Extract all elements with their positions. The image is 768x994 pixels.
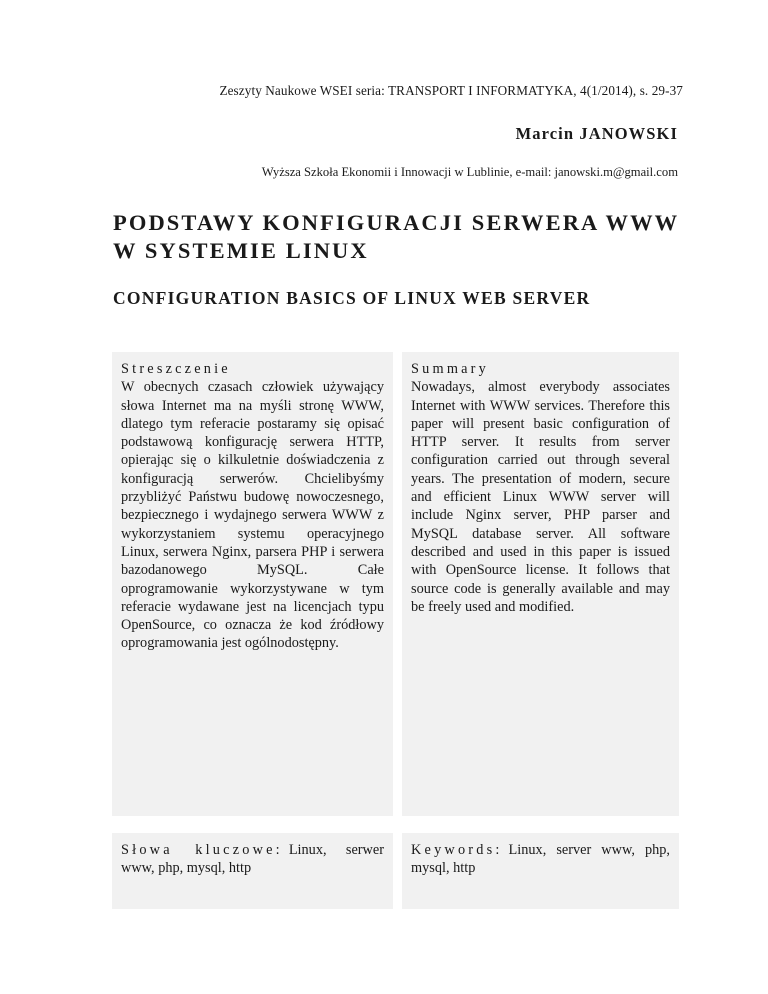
keywords-polish — [121, 841, 384, 878]
keywords-polish-text: Linux, serwer www, php, mysql, http — [121, 842, 384, 877]
abstract-english-box — [402, 352, 679, 816]
author-name: Marcin JANOWSKI — [515, 124, 678, 143]
keywords-english-box — [402, 833, 679, 909]
keywords-english — [411, 841, 670, 878]
paper-title-english: CONFIGURATION BASICS OF LINUX WEB SERVER — [113, 288, 591, 308]
keywords-english-heading: Keywords: — [411, 842, 503, 858]
paper-title-polish — [113, 209, 693, 265]
paper-title-polish-line-2: W SYSTEMIE LINUX — [113, 238, 369, 263]
abstract-polish-heading: Streszczenie — [121, 361, 231, 377]
keywords-english-text: Linux, server www, php, mysql, http — [411, 842, 670, 877]
journal-citation: Zeszyty Naukowe WSEI seria: TRANSPORT I INFORMATYKA, 4(1/2014), s. 29-37 — [219, 83, 683, 98]
abstract-polish-box — [112, 352, 393, 816]
paper-title-polish-line-1: PODSTAWY KONFIGURACJI SERWERA WWW — [113, 210, 680, 235]
abstract-english-text: Nowadays, almost everybody associates Internet with WWW services. Therefore this paper will present basic configuration of HTTP server. It results from server configuration carried out through several years. The presentation of modern, secure and efficient Linux WWW server will include Nginx server, PHP parser and MySQL database server. All software described and used in this paper is issued with OpenSource license. It follows that source code is generally available and may be freely used and modified. — [411, 379, 670, 615]
keywords-polish-heading: Słowa kluczowe: — [121, 842, 283, 858]
keywords-polish-box — [112, 833, 393, 909]
author-affiliation: Wyższa Szkoła Ekonomii i Innowacji w Lublinie, e-mail: janowski.m@gmail.com — [261, 165, 678, 179]
abstract-polish-text: W obecnych czasach człowiek używający słowa Internet ma na myśli stronę WWW, dlatego tym referacie postaramy się opisać podstawową konfigurację serwera HTTP, opierając się o kilkuletnie doświadczenia z konfiguracją serwerów. Chcielibyśmy przybliżyć Państwu budowę nowoczesnego, bezpiecznego i wydajnego serwera WWW z wykorzystaniem systemu operacyjnego Linux, serwera Nginx, parsera PHP i serwera bazodanowego MySQL. Całe oprogramowanie wykorzystywane w tym referacie wydawane jest na licencjach typu OpenSource, co oznacza że kod źródłowy oprogramowania jest ogólnodostępny. — [121, 379, 384, 652]
abstract-english-heading: Summary — [411, 361, 489, 377]
